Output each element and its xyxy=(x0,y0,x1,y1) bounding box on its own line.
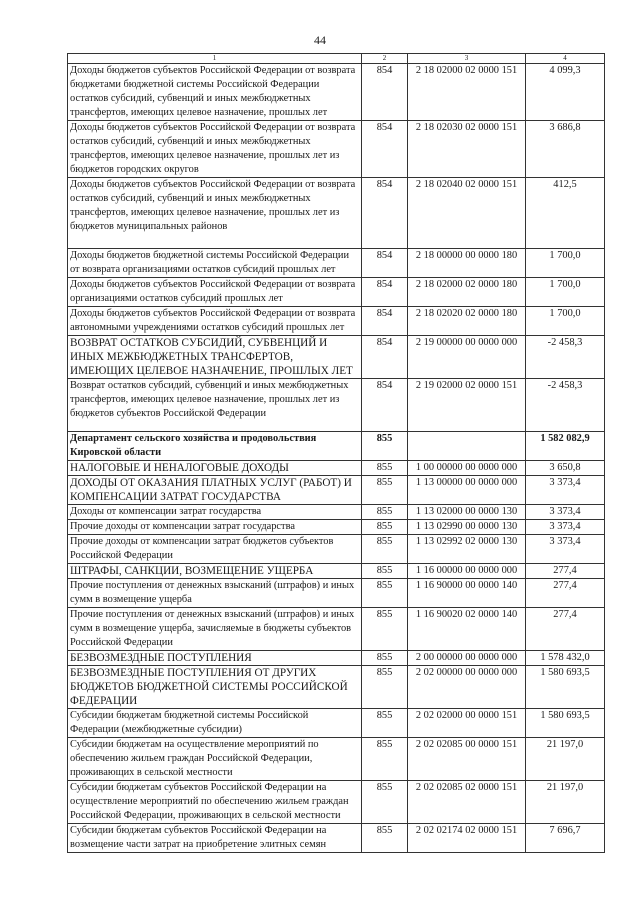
row-amount: 1 700,0 xyxy=(526,307,605,336)
row-admin-code: 854 xyxy=(362,121,408,178)
table-header-row xyxy=(68,54,605,64)
row-name: ДОХОДЫ ОТ ОКАЗАНИЯ ПЛАТНЫХ УСЛУГ (РАБОТ) И КОМПЕНСАЦИИ ЗАТРАТ ГОСУДАРСТВА xyxy=(68,476,362,505)
row-admin-code: 855 xyxy=(362,579,408,608)
row-admin-code: 855 xyxy=(362,709,408,738)
row-name: БЕЗВОЗМЕЗДНЫЕ ПОСТУПЛЕНИЯ xyxy=(68,651,362,666)
row-budget-code: 2 18 02020 02 0000 180 xyxy=(408,307,526,336)
row-name: Доходы бюджетов субъектов Российской Федерации от возврата остатков субсидий, субвенций и иных межбюджетных трансфертов, имеющих целевое назначение, прошлых лет из бюджетов городских округов xyxy=(68,121,362,178)
table-row xyxy=(68,178,605,249)
row-budget-code: 1 13 02000 00 0000 130 xyxy=(408,505,526,520)
table-row xyxy=(68,535,605,564)
row-name: НАЛОГОВЫЕ И НЕНАЛОГОВЫЕ ДОХОДЫ xyxy=(68,461,362,476)
row-name: Прочие поступления от денежных взысканий (штрафов) и иных сумм в возмещение ущерба, зачисляемые в бюджеты субъектов Российской Федерации xyxy=(68,608,362,651)
row-admin-code: 855 xyxy=(362,535,408,564)
row-name: Доходы от компенсации затрат государства xyxy=(68,505,362,520)
row-budget-code: 2 18 02000 02 0000 151 xyxy=(408,64,526,121)
row-name: ВОЗВРАТ ОСТАТКОВ СУБСИДИЙ, СУБВЕНЦИЙ И ИНЫХ МЕЖБЮДЖЕТНЫХ ТРАНСФЕРТОВ, ИМЕЮЩИХ ЦЕЛЕВОЕ НАЗНАЧЕНИЕ, ПРОШЛЫХ ЛЕТ xyxy=(68,336,362,379)
row-name: Субсидии бюджетам бюджетной системы Российской Федерации (межбюджетные субсидии) xyxy=(68,709,362,738)
table-row xyxy=(68,307,605,336)
row-budget-code: 1 16 90020 02 0000 140 xyxy=(408,608,526,651)
row-admin-code: 855 xyxy=(362,564,408,579)
row-amount: 1 580 693,5 xyxy=(526,709,605,738)
row-amount: 3 373,4 xyxy=(526,476,605,505)
row-admin-code: 854 xyxy=(362,278,408,307)
table-row xyxy=(68,738,605,781)
table-row xyxy=(68,579,605,608)
row-budget-code xyxy=(408,432,526,461)
row-amount: 3 650,8 xyxy=(526,461,605,476)
row-name: Прочие доходы от компенсации затрат бюджетов субъектов Российской Федерации xyxy=(68,535,362,564)
table-row xyxy=(68,709,605,738)
table-row xyxy=(68,651,605,666)
row-admin-code: 855 xyxy=(362,651,408,666)
row-amount: 3 373,4 xyxy=(526,505,605,520)
row-name: Прочие доходы от компенсации затрат государства xyxy=(68,520,362,535)
table-row xyxy=(68,461,605,476)
row-amount: 21 197,0 xyxy=(526,738,605,781)
row-budget-code: 2 02 02000 00 0000 151 xyxy=(408,709,526,738)
row-budget-code: 2 19 00000 00 0000 000 xyxy=(408,336,526,379)
row-name: Доходы бюджетов субъектов Российской Федерации от возврата автономными учреждениями остатков субсидий прошлых лет xyxy=(68,307,362,336)
table-row xyxy=(68,476,605,505)
table-row xyxy=(68,824,605,853)
row-budget-code: 1 00 00000 00 0000 000 xyxy=(408,461,526,476)
row-amount: 277,4 xyxy=(526,564,605,579)
row-budget-code: 2 02 02085 02 0000 151 xyxy=(408,781,526,824)
row-amount: 412,5 xyxy=(526,178,605,249)
column-header-name: 1 xyxy=(68,54,362,64)
page-number: 44 xyxy=(314,33,326,47)
row-name: Доходы бюджетов субъектов Российской Федерации от возврата остатков субсидий, субвенций и иных межбюджетных трансфертов, имеющих целевое назначение, прошлых лет из бюджетов муниципальных районов xyxy=(68,178,362,249)
row-budget-code: 2 02 02174 02 0000 151 xyxy=(408,824,526,853)
column-header-code: 3 xyxy=(408,54,526,64)
table-row xyxy=(68,379,605,432)
row-name: Доходы бюджетов бюджетной системы Российской Федерации от возврата организациями остатков субсидий прошлых лет xyxy=(68,249,362,278)
row-name: Доходы бюджетов субъектов Российской Федерации от возврата бюджетами бюджетной системы Российской Федерации остатков субсидий, субвенций и иных межбюджетных трансфертов, имеющих целевое назначение, прошлых лет xyxy=(68,64,362,121)
row-name: Прочие поступления от денежных взысканий (штрафов) и иных сумм в возмещение ущерба xyxy=(68,579,362,608)
table-row xyxy=(68,781,605,824)
row-amount: 3 373,4 xyxy=(526,520,605,535)
row-admin-code: 854 xyxy=(362,379,408,432)
row-admin-code: 855 xyxy=(362,824,408,853)
row-amount: 1 580 693,5 xyxy=(526,666,605,709)
row-admin-code: 855 xyxy=(362,505,408,520)
row-budget-code: 2 18 02030 02 0000 151 xyxy=(408,121,526,178)
table-row xyxy=(68,121,605,178)
row-budget-code: 2 18 00000 00 0000 180 xyxy=(408,249,526,278)
table-row xyxy=(68,564,605,579)
row-name: БЕЗВОЗМЕЗДНЫЕ ПОСТУПЛЕНИЯ ОТ ДРУГИХ БЮДЖЕТОВ БЮДЖЕТНОЙ СИСТЕМЫ РОССИЙСКОЙ ФЕДЕРАЦИИ xyxy=(68,666,362,709)
table-row xyxy=(68,666,605,709)
row-admin-code: 855 xyxy=(362,738,408,781)
row-amount: 277,4 xyxy=(526,579,605,608)
row-amount: 1 582 082,9 xyxy=(526,432,605,461)
table-row xyxy=(68,249,605,278)
row-amount: 1 700,0 xyxy=(526,249,605,278)
table-row xyxy=(68,64,605,121)
row-name: Департамент сельского хозяйства и продовольствия Кировской области xyxy=(68,432,362,461)
row-budget-code: 1 16 90000 00 0000 140 xyxy=(408,579,526,608)
row-name: Субсидии бюджетам субъектов Российской Федерации на возмещение части затрат на приобретение элитных семян xyxy=(68,824,362,853)
row-budget-code: 2 19 02000 02 0000 151 xyxy=(408,379,526,432)
row-admin-code: 854 xyxy=(362,178,408,249)
row-budget-code: 1 16 00000 00 0000 000 xyxy=(408,564,526,579)
row-budget-code: 2 00 00000 00 0000 000 xyxy=(408,651,526,666)
row-budget-code: 1 13 02992 02 0000 130 xyxy=(408,535,526,564)
row-admin-code: 855 xyxy=(362,608,408,651)
row-admin-code: 854 xyxy=(362,336,408,379)
table-row-department xyxy=(68,432,605,461)
column-header-amount: 4 xyxy=(526,54,605,64)
row-budget-code: 2 18 02040 02 0000 151 xyxy=(408,178,526,249)
row-name: ШТРАФЫ, САНКЦИИ, ВОЗМЕЩЕНИЕ УЩЕРБА xyxy=(68,564,362,579)
row-admin-code: 854 xyxy=(362,64,408,121)
row-amount: 4 099,3 xyxy=(526,64,605,121)
row-admin-code: 855 xyxy=(362,432,408,461)
table-row xyxy=(68,336,605,379)
row-admin-code: 855 xyxy=(362,666,408,709)
row-budget-code: 2 02 00000 00 0000 000 xyxy=(408,666,526,709)
row-amount: 1 578 432,0 xyxy=(526,651,605,666)
row-name: Субсидии бюджетам субъектов Российской Федерации на осуществление мероприятий по обеспечению жильем граждан Российской Федерации, проживающих в сельской местности xyxy=(68,781,362,824)
row-admin-code: 855 xyxy=(362,781,408,824)
row-amount: 3 373,4 xyxy=(526,535,605,564)
revenue-table xyxy=(67,53,605,853)
row-admin-code: 854 xyxy=(362,307,408,336)
row-budget-code: 2 02 02085 00 0000 151 xyxy=(408,738,526,781)
row-admin-code: 854 xyxy=(362,249,408,278)
row-amount: 3 686,8 xyxy=(526,121,605,178)
row-amount: -2 458,3 xyxy=(526,379,605,432)
table-row xyxy=(68,608,605,651)
row-name: Возврат остатков субсидий, субвенций и иных межбюджетных трансфертов, имеющих целевое назначение, прошлых лет из бюджетов субъектов Российской Федерации xyxy=(68,379,362,432)
row-admin-code: 855 xyxy=(362,476,408,505)
row-name: Субсидии бюджетам на осуществление мероприятий по обеспечению жильем граждан Российской Федерации, проживающих в сельской местности xyxy=(68,738,362,781)
row-admin-code: 855 xyxy=(362,461,408,476)
row-admin-code: 855 xyxy=(362,520,408,535)
row-budget-code: 2 18 02000 02 0000 180 xyxy=(408,278,526,307)
row-name: Доходы бюджетов субъектов Российской Федерации от возврата организациями остатков субсидий прошлых лет xyxy=(68,278,362,307)
row-amount: 1 700,0 xyxy=(526,278,605,307)
table-row xyxy=(68,278,605,307)
column-header-admin: 2 xyxy=(362,54,408,64)
table-row xyxy=(68,520,605,535)
row-budget-code: 1 13 02990 00 0000 130 xyxy=(408,520,526,535)
table-row xyxy=(68,505,605,520)
row-amount: 21 197,0 xyxy=(526,781,605,824)
row-budget-code: 1 13 00000 00 0000 000 xyxy=(408,476,526,505)
row-amount: 7 696,7 xyxy=(526,824,605,853)
row-amount: 277,4 xyxy=(526,608,605,651)
row-amount: -2 458,3 xyxy=(526,336,605,379)
